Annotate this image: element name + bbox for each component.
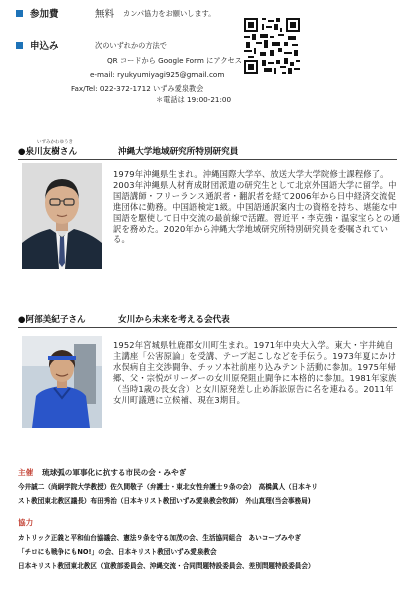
speaker1-name: ●泉川友樹さん	[18, 147, 78, 157]
cooperation-label: 協力	[18, 518, 34, 527]
speaker2-bio: 1952年宮城県牡鹿郡女川町生まれ。1971年中央大入学。東大・宇井純自主講座「公害原論」を受講、テープ起こしなどを手伝う。1973年夏にかけ水俣病自主交渉闘争、チッソ本社前座り込みテント活動に参加。1975年帰郷、父・宗悦がリーダーの女川原発阻止闘争に本格的に参加。1981年家族（当時1歳の長女含）と女川原発差し止め訴訟原告に名を連ねる。2011年女川町議選に立候補、現在3期目。	[113, 340, 397, 405]
apply-phone-hours: ＊電話は 19:00-21:00	[156, 95, 232, 104]
bullet-icon	[16, 10, 23, 17]
speaker1-portrait-image	[22, 163, 102, 269]
speaker2-name: ●阿部美紀子さん	[18, 315, 86, 325]
apply-method: 次のいずれかの方法で	[95, 41, 167, 50]
cooperation-line3: 日本キリスト教団東北教区（宣教部委員会、沖縄交流・合同問題特設委員会、差別問題特設委員会）	[18, 562, 315, 570]
bullet-icon	[16, 42, 23, 49]
organizer-members-line1: 今井誠二（尚絅学院大学教授）佐久間敬子（弁護士・東北女性弁護士９条の会） 高橋眞人（日本キリ	[18, 483, 319, 491]
fee-note: カンパ協力をお願いします。	[123, 9, 216, 18]
fee-label: 参加費	[30, 9, 59, 20]
speaker2-photo	[22, 336, 102, 428]
organizer-label: 主催	[18, 468, 34, 477]
speaker2-portrait-image	[22, 336, 102, 428]
cooperation-line2: 「チロにも戦争にもNO!」の会、日本キリスト教団いずみ愛泉教会	[18, 548, 217, 556]
speaker1-bio: 1979年沖縄県生まれ。沖縄国際大学卒、放送大学大学院修士課程修了。2003年沖縄県人材育成財団派遣の研究生として北京外国語大学に留学。中国語講師・フリーランス通訳者・翻訳者を経て2006年から日中経済交流促進団体に勤務。中国語検定1級。中国語通訳案内士の資格を持ち、堪能な中国語を駆使して日中交流の最前線で活躍。習近平・李克強・温家宝らとの通訳を務めた。2020年から沖縄大学地域研究所特別研究員を委嘱されている。	[113, 169, 401, 245]
speaker2-title: 女川から未来を考える会代表	[118, 315, 230, 325]
divider	[18, 327, 397, 328]
apply-qr-line: QR コードから Google Form にアクセス	[107, 56, 242, 65]
qr-code-icon	[244, 18, 300, 74]
cooperation-line1: カトリック正義と平和仙台協議会、憲法９条を守る加茂の会、生活協同組合 あいコープみやぎ	[18, 534, 301, 542]
speaker1-photo	[22, 163, 102, 269]
organizer-members-line2: スト教団東北教区議長）布田秀治（日本キリスト教団いずみ愛泉教会牧師） 外山真理(当会事務局)	[18, 497, 311, 505]
organizer-name: 琉球弧の軍事化に抗する市民の会・みやぎ	[42, 468, 187, 477]
apply-email: e-mail: ryukyumiyagi925@gmail.com	[90, 70, 225, 79]
speaker1-ruby: いずみかわゆうき	[37, 140, 73, 145]
speaker1-title: 沖縄大学地域研究所特別研究員	[118, 147, 239, 157]
apply-fax: Fax/Tel: 022-372-1712 いずみ愛泉教会	[71, 84, 204, 93]
divider	[18, 159, 397, 160]
qr-code[interactable]	[244, 18, 300, 74]
fee-value: 無料	[95, 9, 115, 20]
apply-label: 申込み	[30, 41, 59, 52]
